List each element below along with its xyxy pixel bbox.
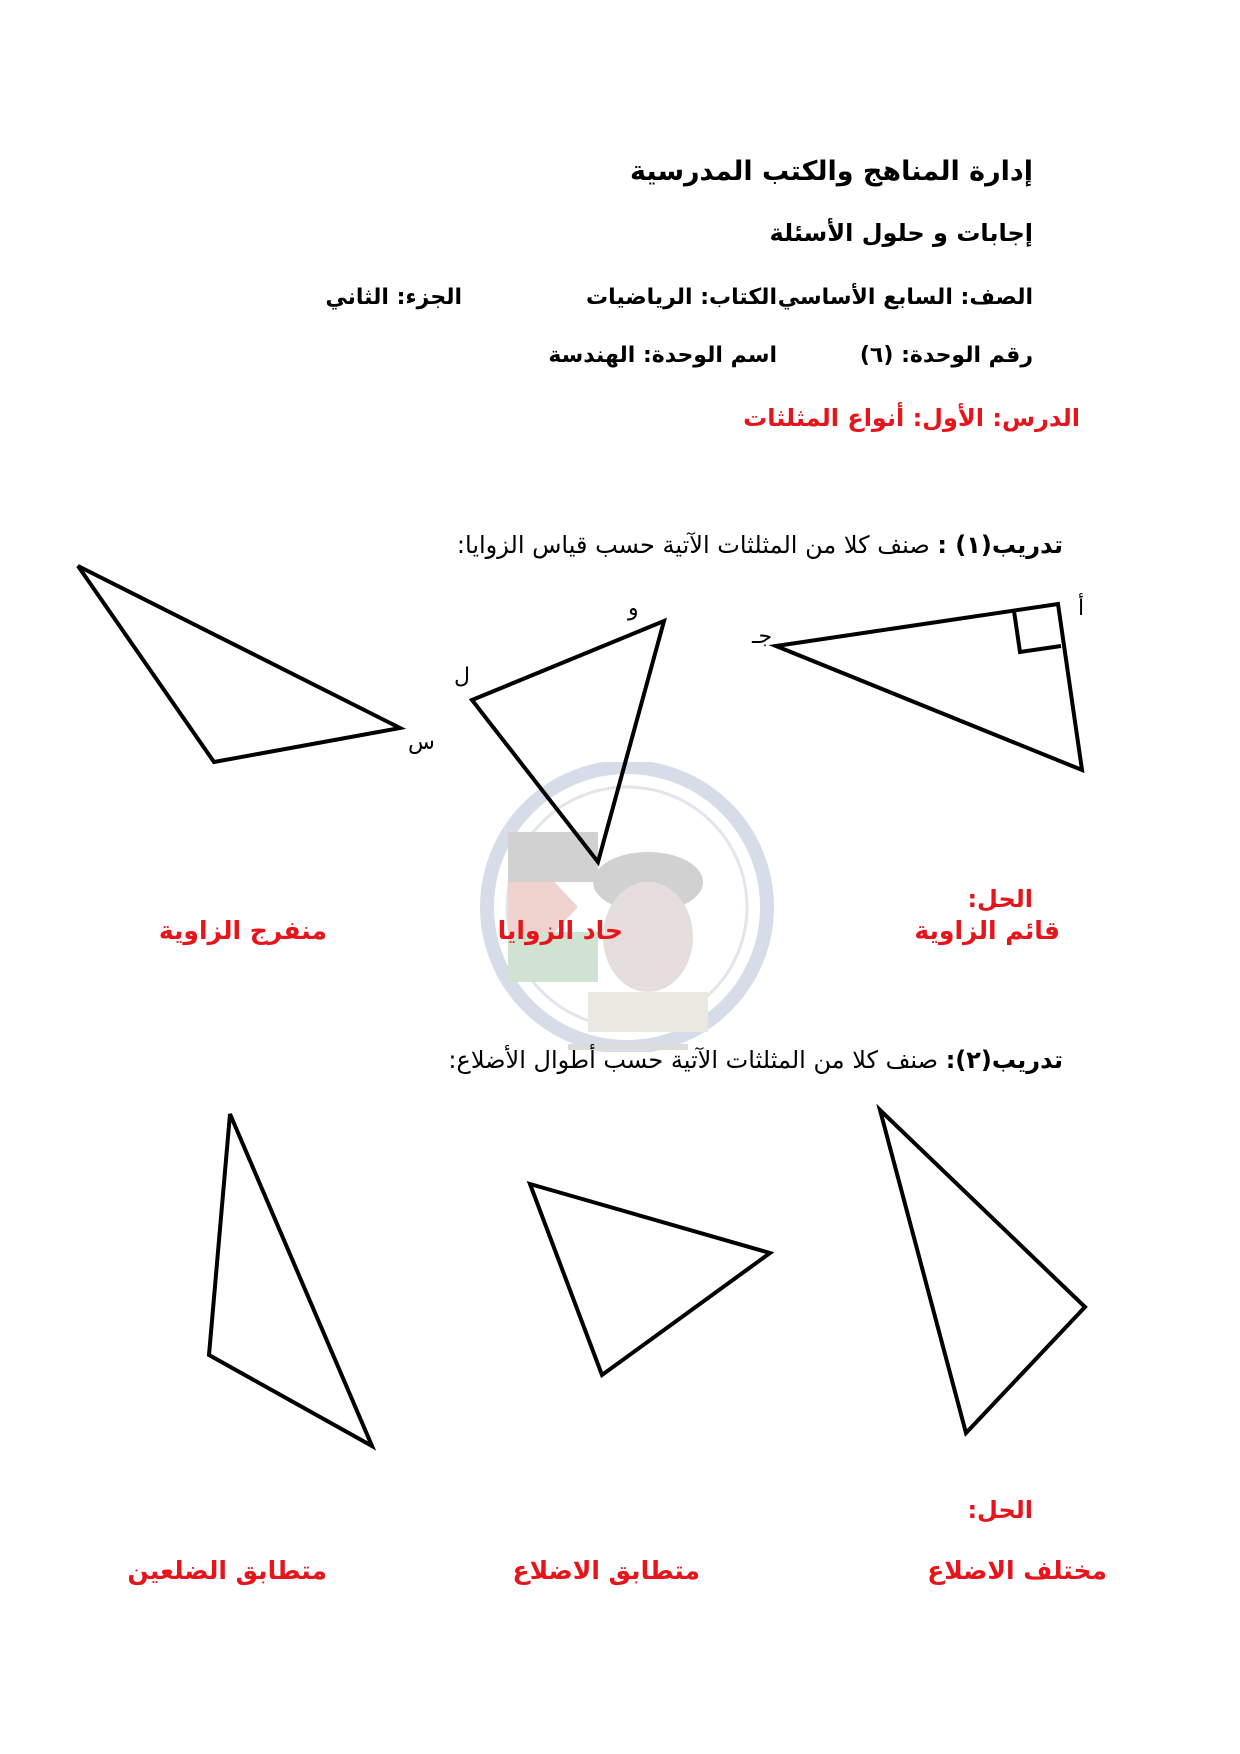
vertex-label-l: ل	[454, 664, 470, 689]
exercise1-solution-label: الحل:	[967, 885, 1033, 913]
exercise2-prefix: تدريب(٢):	[945, 1046, 1063, 1074]
page-subtitle: إجابات و حلول الأسئلة	[769, 219, 1033, 247]
book-label: الكتاب: الرياضيات	[585, 285, 777, 310]
scalene-triangle	[880, 1110, 1085, 1433]
grade-label: الصف: السابع الأساسي	[777, 285, 1033, 310]
vertex-label-j: جـ	[752, 624, 773, 649]
right-triangle	[776, 604, 1082, 770]
exercise2-text: صنف كلا من المثلثات الآتية حسب أطوال الأضلاع:	[448, 1046, 939, 1074]
lesson-title: الدرس: الأول: أنواع المثلثات	[743, 404, 1080, 432]
obtuse-triangle	[78, 566, 400, 762]
exercise2-answer-1: مختلف الاضلاع	[927, 1556, 1107, 1585]
equilateral-triangle	[530, 1184, 770, 1375]
exercise2-answer-2: متطابق الاضلاع	[512, 1556, 700, 1585]
exercise2-solution-label: الحل:	[967, 1496, 1033, 1524]
vertex-label-s: س	[408, 730, 435, 755]
unit-name-label: اسم الوحدة: الهندسة	[548, 343, 777, 368]
org-title: إدارة المناهج والكتب المدرسية	[630, 156, 1033, 187]
vertex-label-a: أ	[1078, 596, 1085, 621]
part-label: الجزء: الثاني	[325, 285, 462, 310]
exercise1-answer-2: حاد الزوايا	[497, 916, 623, 945]
exercise1-answer-3: منفرج الزاوية	[158, 916, 327, 945]
isosceles-triangle	[209, 1114, 372, 1446]
exercise2-answer-3: متطابق الضلعين	[127, 1556, 327, 1585]
exercise1-prefix: تدريب(١) :	[937, 531, 1063, 559]
vertex-label-w: و	[628, 596, 639, 621]
exercise1-text: صنف كلا من المثلثات الآتية حسب قياس الزوايا:	[456, 531, 930, 559]
exercise2-question	[448, 1048, 1063, 1072]
unit-number-label: رقم الوحدة: (٦)	[859, 343, 1033, 368]
exercise1-answer-1: قائم الزاوية	[914, 916, 1060, 945]
acute-triangle	[472, 621, 664, 862]
